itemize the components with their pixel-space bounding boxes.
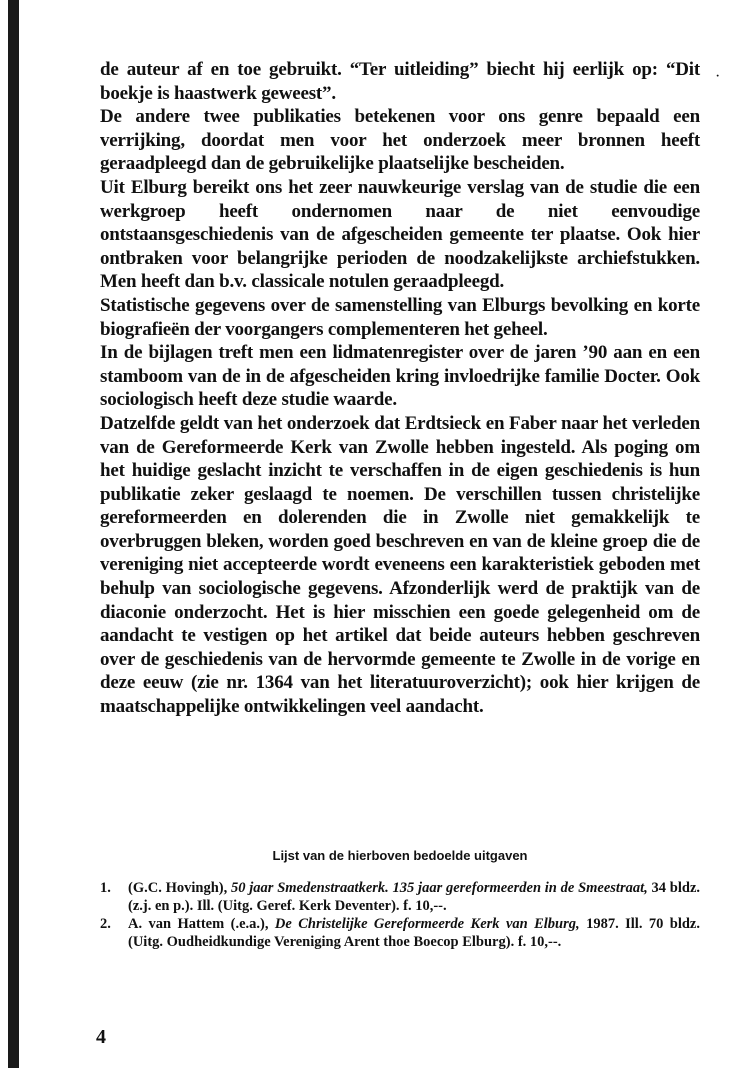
paragraph-6: Datzelfde geldt van het onderzoek dat Erdtsieck en Faber naar het verleden van de Gereformeerde Kerk van Zwolle hebben ingesteld. Als poging om het huidige geslacht inzicht te verschaffen in de eigen geschiedenis is hun publikatie zeker geslaagd te noemen. De verschillen tussen christelijke gereformeerden en dolerenden die in Zwolle niet gemakkelijk te overbruggen bleken, worden goed beschreven en van de kleine groep die de vereniging niet accepteerde wordt eveneens een karakteristiek geboden met behulp van sociologische gegevens. Afzonderlijk werd de praktijk van de diaconie onderzocht. Het is hier misschien een goede gelegenheid om de aandacht te vestigen op het artikel dat beide auteurs hebben geschreven over de geschiedenis van de hervormde gemeente te Zwolle in de vorige en deze eeuw (zie nr. 1364 van het literatuuroverzicht); ook hier krijgen de maatschappelijke ontwikkelingen veel aandacht. bbox=[100, 412, 700, 718]
reference-number: 1. bbox=[100, 880, 111, 896]
paragraph-4: Statistische gegevens over de samenstelling van Elburgs bevolking en korte biografieën der voorgangers complementeren het geheel. bbox=[100, 294, 700, 340]
reference-title: 50 jaar Smedenstraatkerk. 135 jaar gereformeerden in de Smeestraat, bbox=[231, 880, 648, 896]
paragraph-5: In de bijlagen treft men een lidmatenregister over de jaren ’90 aan en een stamboom van de in de afgescheiden kring invloedrijke familie Docter. Ook sociologisch heeft deze studie waarde. bbox=[100, 342, 700, 411]
paragraph-2: De andere twee publikaties betekenen voor ons genre bepaald een verrijking, doordat men voor het onderzoek meer bronnen heeft geraadpleegd dan de gebruikelijke plaatselijke bescheiden. bbox=[100, 106, 700, 175]
paragraph-1: de auteur af en toe gebruikt. “Ter uitleiding” biecht hij eerlijk op: “Dit boekje is haastwerk geweest”. bbox=[100, 59, 700, 104]
reference-list bbox=[100, 880, 700, 952]
reference-item bbox=[100, 880, 700, 915]
page-binding-edge bbox=[8, 0, 19, 1068]
reference-item bbox=[100, 916, 700, 951]
paragraph-3: Uit Elburg bereikt ons het zeer nauwkeurige verslag van de studie die een werkgroep heeft ondernomen naar de niet eenvoudige ontstaansgeschiedenis van de afgescheiden gemeente ter plaatse. Ook hier ontbraken voor belangrijke perioden de noodzakelijkste archiefstukken. Men heeft dan b.v. classicale notulen geraadpleegd. bbox=[100, 176, 700, 293]
stray-mark: · bbox=[715, 68, 721, 85]
body-text bbox=[100, 58, 700, 719]
reference-details: 1987. Ill. 70 bldz. (Uitg. Oudheidkundige Vereniging Arent thoe Boecop Elburg). f. 10,--. bbox=[128, 916, 700, 950]
page-number: 4 bbox=[96, 1026, 106, 1048]
reference-list-title: Lijst van de hierboven bedoelde uitgaven bbox=[272, 848, 528, 863]
reference-author: A. van Hattem (.e.a.), bbox=[128, 916, 275, 933]
reference-author: (G.C. Hovingh), bbox=[128, 880, 231, 896]
reference-text bbox=[128, 880, 700, 915]
reference-title: De Christelijke Gereformeerde Kerk van Elburg, bbox=[274, 916, 580, 933]
reference-details: 34 bldz. (z.j. en p.). Ill. (Uitg. Geref. Kerk Deventer). f. 10,--. bbox=[128, 880, 701, 914]
reference-text bbox=[128, 916, 700, 951]
reference-number: 2. bbox=[100, 916, 111, 933]
